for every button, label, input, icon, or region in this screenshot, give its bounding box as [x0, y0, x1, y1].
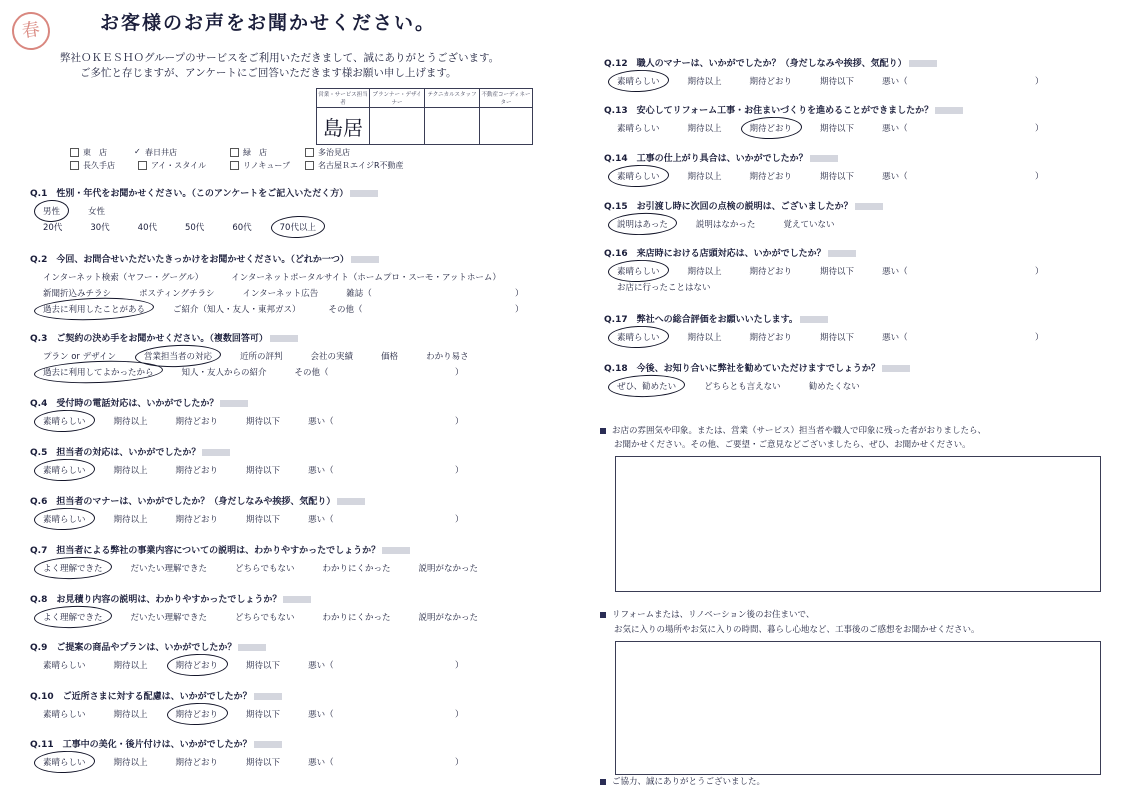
highlight-mark: [350, 190, 378, 197]
checkbox-icon[interactable]: [230, 148, 239, 157]
staff-header-planner: プランナー・デザイナー: [370, 89, 425, 108]
question-label: Q.16 来店時における店頭対応は、いかがでしたか？: [604, 246, 856, 259]
answer-option-selected[interactable]: 素晴らしい: [614, 330, 663, 344]
answer-option[interactable]: 期待どおり: [175, 515, 219, 525]
close-paren: ）: [515, 305, 524, 315]
staff-cell-realestate[interactable]: [480, 108, 533, 145]
answer-option[interactable]: 期待以上: [113, 515, 148, 525]
close-paren: ）: [1035, 77, 1044, 87]
highlight-mark: [283, 596, 311, 603]
question-label: Q.15 お引渡し時に次回の点検の説明は、ございましたか？: [604, 199, 883, 212]
answer-row: [40, 365, 464, 379]
shop-label: 東 店: [83, 148, 107, 157]
answer-option[interactable]: 期待どおり: [175, 466, 219, 476]
answer-row: [40, 561, 503, 575]
answer-option[interactable]: 期待以上: [113, 466, 148, 476]
answer-option[interactable]: 期待以下: [246, 515, 281, 525]
comment1-line-2: お聞かせください。その他、ご要望・ご意見などございましたら、ぜひ、お聞かせください。: [614, 440, 971, 450]
answer-option[interactable]: 素晴らしい: [617, 124, 660, 134]
answer-option[interactable]: 悪い（: [308, 466, 334, 476]
answer-option-selected[interactable]: 素晴らしい: [614, 169, 663, 183]
answer-option[interactable]: 20代: [43, 223, 63, 233]
highlight-mark: [810, 155, 838, 162]
staff-header-sales: 営業・サービス担当者: [317, 89, 370, 108]
answer-row: [614, 169, 1044, 183]
comment2-textarea[interactable]: [615, 641, 1101, 775]
question-label: Q.9 ご提案の商品やプランは、いかがでしたか？: [30, 640, 266, 653]
answer-option[interactable]: 60代: [232, 223, 252, 233]
answer-option[interactable]: 説明がなかった: [418, 564, 478, 574]
answer-option[interactable]: 期待以上: [687, 124, 722, 134]
shop-label: アイ・スタイル: [151, 161, 207, 170]
answer-row: [40, 463, 464, 477]
bullet-square-icon: [600, 428, 606, 434]
question-label: Q.1 性別・年代をお聞かせください。（このアンケートをご記入いただく方）: [30, 186, 378, 199]
answer-option[interactable]: 悪い（: [308, 515, 334, 525]
answer-option[interactable]: 説明はなかった: [695, 220, 756, 230]
checkbox-icon[interactable]: [138, 161, 147, 170]
answer-option-selected[interactable]: 期待どおり: [747, 121, 796, 135]
answer-option[interactable]: 期待以下: [246, 466, 281, 476]
intro-line-2: ご多忙と存じますが、アンケートにご回答いただきます様お願い申し上げます。: [80, 67, 457, 79]
answer-option[interactable]: インターネット検索（ヤフー・グーグル）: [43, 273, 204, 283]
highlight-mark: [254, 693, 282, 700]
answer-option[interactable]: 勧めたくない: [808, 382, 860, 392]
answer-option[interactable]: 素晴らしい: [43, 710, 86, 720]
answer-option-selected[interactable]: 期待どおり: [173, 707, 222, 721]
staff-handwritten-name[interactable]: 島居: [317, 108, 370, 145]
question-label: Q.18 今後、お知り合いに弊社を勧めていただけますでしょうか？: [604, 361, 910, 374]
question-label: Q.12 職人のマナーは、いかがでしたか？（身だしなみや挨拶、気配り）: [604, 56, 937, 69]
answer-option[interactable]: 30代: [90, 223, 110, 233]
shop-option[interactable]: [230, 147, 267, 158]
answer-option[interactable]: 期待どおり: [175, 417, 219, 427]
answer-option[interactable]: 雑誌（: [346, 289, 372, 299]
answer-option[interactable]: わかり易さ: [426, 352, 469, 362]
question-label: Q.10 ご近所さまに対する配慮は、いかがでしたか？: [30, 689, 282, 702]
answer-option[interactable]: どちらでもない: [235, 564, 295, 574]
bullet-square-icon: [600, 612, 606, 618]
answer-option[interactable]: 価格: [381, 352, 399, 362]
close-paren: ）: [1035, 124, 1044, 134]
answer-row: [614, 217, 859, 231]
highlight-mark: [220, 400, 248, 407]
answer-option-selected[interactable]: 素晴らしい: [614, 264, 663, 278]
answer-row: [614, 280, 736, 294]
answer-option[interactable]: 女性: [88, 207, 106, 217]
highlight-mark: [238, 644, 266, 651]
highlight-mark: [935, 107, 963, 114]
answer-option[interactable]: だいたい理解できた: [130, 564, 208, 574]
highlight-mark: [254, 741, 282, 748]
answer-row: [614, 379, 885, 393]
answer-row: [614, 264, 1044, 278]
answer-option[interactable]: 知人・友人からの紹介: [181, 368, 267, 378]
question-label: Q.17 弊社への総合評価をお願いいたします。: [604, 312, 828, 325]
answer-option-selected[interactable]: 過去に利用してよかったから: [40, 365, 157, 379]
shop-label: 春日井店: [145, 148, 177, 157]
highlight-mark: [855, 203, 883, 210]
answer-option[interactable]: インターネットポータルサイト（ホームプロ・スーモ・アットホーム）: [231, 273, 501, 283]
answer-option-selected[interactable]: 男性: [40, 204, 63, 218]
highlight-mark: [351, 256, 379, 263]
highlight-mark: [202, 449, 230, 456]
shop-option[interactable]: [230, 160, 290, 171]
answer-option[interactable]: だいたい理解できた: [130, 613, 208, 623]
answer-option[interactable]: インターネット広告: [242, 289, 319, 299]
answer-option[interactable]: 期待以下: [820, 124, 855, 134]
staff-cell-planner[interactable]: [370, 108, 425, 145]
answer-row: [40, 707, 464, 721]
highlight-mark: [909, 60, 937, 67]
checkbox-icon[interactable]: [305, 161, 314, 170]
answer-row: [40, 512, 464, 526]
question-label: Q.3 ご契約の決め手をお聞かせください。（複数回答可）: [30, 331, 298, 344]
answer-option[interactable]: 期待以上: [687, 333, 722, 343]
question-label: Q.14 工事の仕上がり具合は、いかがでしたか？: [604, 151, 838, 164]
answer-option[interactable]: 悪い（: [882, 333, 908, 343]
answer-option[interactable]: 悪い（: [882, 77, 908, 87]
answer-row: [614, 74, 1044, 88]
close-paren: ）: [455, 466, 464, 476]
shop-option[interactable]: [305, 147, 350, 158]
highlight-mark: [800, 316, 828, 323]
answer-option[interactable]: 期待どおり: [749, 267, 793, 277]
answer-option[interactable]: 素晴らしい: [43, 661, 86, 671]
shop-option[interactable]: [305, 160, 404, 171]
answer-option[interactable]: 期待以下: [820, 333, 855, 343]
close-paren: ）: [1035, 172, 1044, 182]
shop-option[interactable]: [70, 160, 115, 171]
comment2-line-1: リフォームまたは、リノベーション後のお住まいで、: [600, 608, 814, 620]
checkbox-icon[interactable]: [70, 161, 79, 170]
answer-option[interactable]: 期待以下: [246, 710, 281, 720]
answer-option[interactable]: 期待以上: [113, 661, 148, 671]
answer-option[interactable]: ポスティングチラシ: [139, 289, 215, 299]
checkbox-icon[interactable]: [305, 148, 314, 157]
answer-option[interactable]: プラン or デザイン: [43, 352, 117, 362]
answer-option-selected[interactable]: 過去に利用したことがある: [40, 302, 148, 316]
close-paren: ）: [515, 289, 524, 299]
question-label: Q.5 担当者の対応は、いかがでしたか？: [30, 445, 230, 458]
answer-option[interactable]: 期待どおり: [175, 758, 219, 768]
answer-option-selected[interactable]: 70代以上: [277, 220, 319, 234]
answer-option[interactable]: 期待以下: [820, 77, 855, 87]
answer-option-selected[interactable]: 素晴らしい: [40, 414, 89, 428]
shop-option[interactable]: [134, 147, 177, 158]
answer-row: [40, 610, 503, 624]
answer-option[interactable]: ご紹介（知人・友人・東邦ガス）: [173, 305, 301, 315]
question-label: Q.8 お見積り内容の説明は、わかりやすかったでしょうか？: [30, 592, 311, 605]
answer-option[interactable]: 悪い（: [882, 124, 908, 134]
answer-option[interactable]: どちらとも言えない: [704, 382, 781, 392]
answer-option-selected[interactable]: 説明はあった: [614, 217, 671, 231]
answer-option-selected[interactable]: ぜひ、勧めたい: [614, 379, 679, 393]
answer-option[interactable]: 期待以下: [820, 172, 855, 182]
answer-option[interactable]: 50代: [184, 223, 205, 233]
answer-option[interactable]: 期待どおり: [749, 77, 793, 87]
answer-row: [40, 220, 341, 234]
answer-row: [40, 658, 464, 672]
close-paren: ）: [455, 758, 464, 768]
answer-option[interactable]: 40代: [137, 223, 157, 233]
answer-option[interactable]: 悪い（: [308, 417, 334, 427]
answer-row: [40, 204, 130, 218]
question-label: Q.2 今回、お問合せいただいたきっかけをお聞かせください。（どれか一つ）: [30, 252, 379, 265]
store-stamp: 春: [10, 10, 53, 53]
answer-option-selected[interactable]: 素晴らしい: [40, 463, 89, 477]
close-paren: ）: [1035, 267, 1044, 277]
answer-option[interactable]: 悪い（: [308, 661, 334, 671]
answer-option[interactable]: その他（: [294, 368, 329, 378]
answer-row: [40, 755, 464, 769]
answer-option[interactable]: 期待以上: [687, 77, 722, 87]
shop-option[interactable]: [70, 147, 107, 158]
answer-option-selected[interactable]: 素晴らしい: [40, 512, 89, 526]
answer-option[interactable]: わかりにくかった: [322, 564, 391, 574]
question-label: Q.13 安心してリフォーム工事・お住まいづくりを進めることができましたか？: [604, 103, 963, 116]
highlight-mark: [337, 498, 365, 505]
answer-option-selected[interactable]: よく理解できた: [40, 610, 106, 624]
shop-label: 多治見店: [318, 148, 350, 157]
answer-row: [40, 270, 526, 284]
question-label: Q.4 受付時の電話対応は、いかがでしたか？: [30, 396, 248, 409]
highlight-mark: [382, 547, 410, 554]
checkbox-icon[interactable]: [230, 161, 239, 170]
answer-option[interactable]: 期待以上: [113, 710, 148, 720]
answer-option[interactable]: 期待以下: [246, 661, 281, 671]
highlight-mark: [270, 335, 298, 342]
staff-header-realestate: 不動産コーディネーター: [480, 89, 533, 108]
answer-option-selected[interactable]: 営業担当者の対応: [141, 349, 215, 363]
answer-row: [614, 330, 1044, 344]
answer-option[interactable]: 新聞折込みチラシ: [43, 289, 112, 299]
staff-header-technical: テクニカルスタッフ: [425, 89, 480, 108]
shop-option[interactable]: [138, 160, 206, 171]
answer-option-selected[interactable]: 素晴らしい: [40, 755, 89, 769]
answer-option[interactable]: その他（: [328, 305, 363, 315]
question-label: Q.7 担当者による弊社の事業内容についての説明は、わかりやすかったでしょうか？: [30, 543, 410, 556]
close-paren: ）: [455, 515, 464, 525]
bullet-square-icon: [600, 779, 606, 785]
answer-option[interactable]: 悪い（: [308, 710, 334, 720]
shop-label: 名古屋ＲエイジR不動産: [318, 161, 404, 170]
question-label: Q.6 担当者のマナーは、いかがでしたか？（身だしなみや挨拶、気配り）: [30, 494, 365, 507]
comment1-textarea[interactable]: [615, 456, 1101, 592]
answer-option[interactable]: わかりにくかった: [322, 613, 391, 623]
highlight-mark: [882, 365, 910, 372]
answer-row: [40, 302, 524, 316]
answer-option[interactable]: 説明がなかった: [418, 613, 478, 623]
checkbox-checked-icon[interactable]: ✓: [134, 147, 141, 156]
comment1-line-1: お店の雰囲気や印象。または、営業（サービス）担当者や職人で印象に残った者がおりましたら、: [600, 424, 986, 436]
close-paren: ）: [1035, 333, 1044, 343]
shop-label: 長久手店: [83, 161, 115, 170]
page-title: お客様のお声をお聞かせください。: [100, 12, 437, 34]
answer-option[interactable]: 悪い（: [882, 172, 908, 182]
answer-option-selected[interactable]: 期待どおり: [173, 658, 222, 672]
close-paren: ）: [455, 661, 464, 671]
shop-label: 緑 店: [243, 148, 267, 157]
intro-line-1: 弊社ＯＫＥＳＨＯグループのサービスをご利用いただきまして、誠にありがとうございます。: [60, 52, 500, 64]
answer-option[interactable]: 期待以下: [246, 417, 281, 427]
staff-cell-technical[interactable]: [425, 108, 480, 145]
answer-option[interactable]: 期待以下: [820, 267, 855, 277]
answer-option[interactable]: 期待以上: [687, 267, 722, 277]
staff-table: [316, 88, 533, 145]
comment2-line-2: お気に入りの場所やお気に入りの時間、暮らし心地など、工事後のご感想をお聞かせください。: [614, 625, 980, 635]
answer-row: [614, 121, 1044, 135]
answer-option[interactable]: 期待以上: [113, 758, 148, 768]
answer-option[interactable]: 覚えていない: [783, 220, 835, 230]
shop-label: リノキューブ: [243, 161, 290, 170]
answer-option[interactable]: お店に行ったことはない: [617, 283, 711, 293]
thanks-line: ご協力、誠にありがとうございました。: [600, 775, 765, 787]
answer-option-selected[interactable]: よく理解できた: [40, 561, 106, 575]
answer-option[interactable]: 期待以上: [687, 172, 722, 182]
answer-option[interactable]: 近所の評判: [240, 352, 283, 362]
answer-option[interactable]: 期待どおり: [749, 172, 793, 182]
answer-row: [40, 414, 464, 428]
answer-option[interactable]: 期待どおり: [749, 333, 793, 343]
answer-option[interactable]: どちらでもない: [235, 613, 295, 623]
checkbox-icon[interactable]: [70, 148, 79, 157]
question-label: Q.11 工事中の美化・後片付けは、いかがでしたか？: [30, 737, 282, 750]
answer-option[interactable]: 悪い（: [882, 267, 908, 277]
close-paren: ）: [455, 710, 464, 720]
answer-option-selected[interactable]: 素晴らしい: [614, 74, 663, 88]
answer-option[interactable]: 期待以下: [246, 758, 281, 768]
close-paren: ）: [455, 417, 464, 427]
close-paren: ）: [455, 368, 464, 378]
answer-option[interactable]: 会社の実績: [310, 352, 354, 362]
highlight-mark: [828, 250, 856, 257]
answer-option[interactable]: 悪い（: [308, 758, 334, 768]
answer-option[interactable]: 期待以上: [113, 417, 148, 427]
